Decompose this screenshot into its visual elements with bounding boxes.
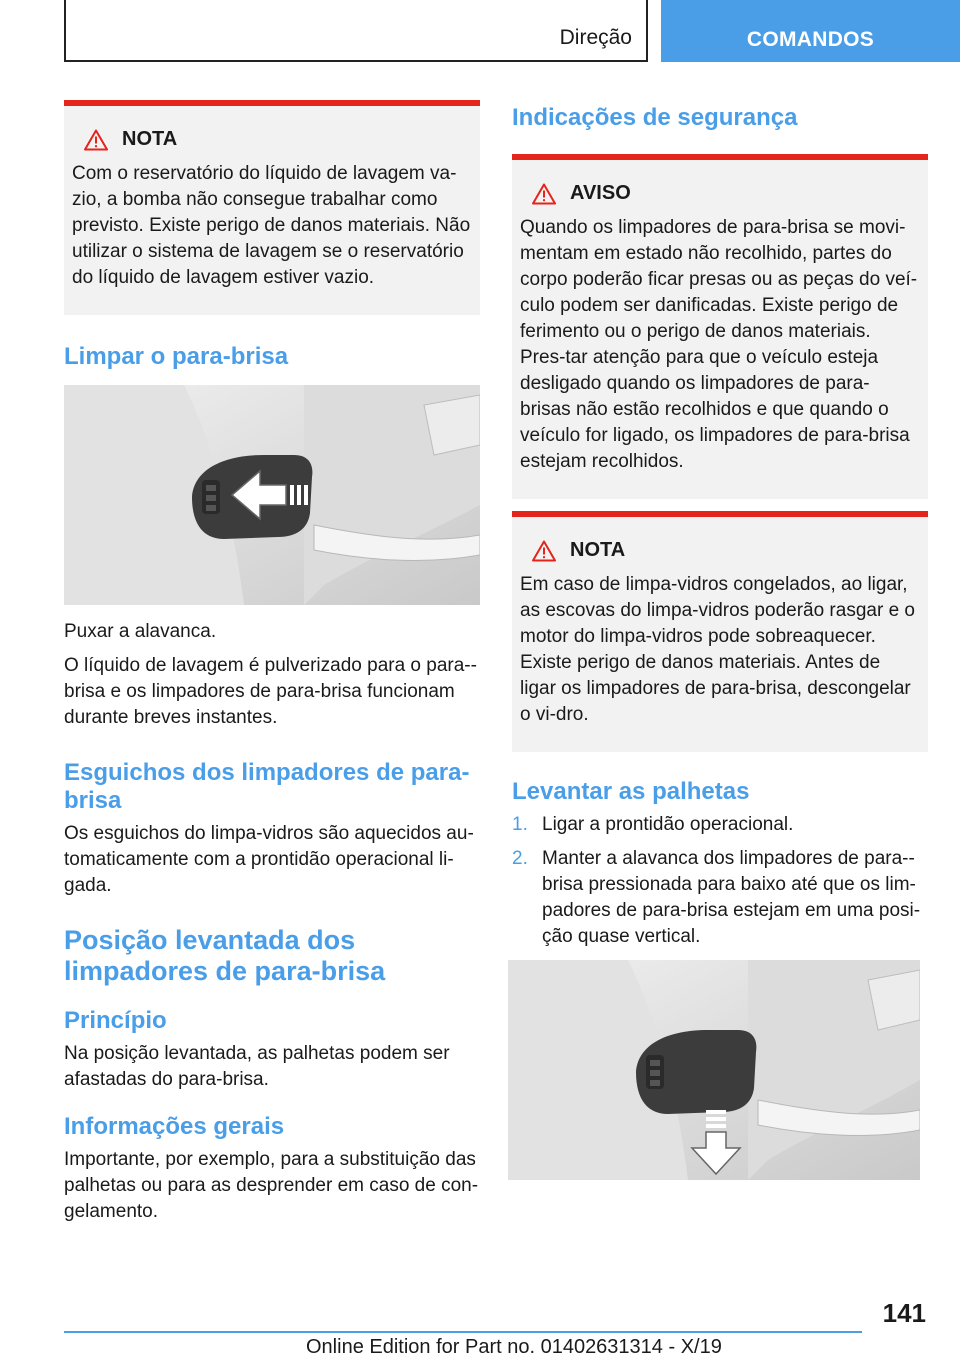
figure-lever-pull — [64, 385, 480, 605]
step-text: Ligar a prontidão operacional. — [542, 814, 794, 835]
heading-raised-position: Posição levantada dos limpadores de para-brisa — [64, 925, 386, 986]
heading-safety: Indicações de segurança — [512, 104, 798, 131]
note-box-title — [84, 128, 472, 151]
heading-clean-windshield: Limpar o para-brisa — [64, 343, 289, 370]
heading-washer-nozzles: Esguichos dos limpadores de para-brisa — [64, 759, 470, 814]
step-text: Manter a alavanca dos limpadores de para--brisa pressionada para baixo até que os lim-padores de para-brisa estejam em uma posi-ção quase vertical. — [542, 848, 921, 947]
note-title-text: NOTA — [570, 539, 626, 561]
left-column — [64, 100, 480, 1225]
paragraph-pull-lever: Puxar a alavanca. — [64, 621, 217, 642]
warning-triangle-icon — [532, 183, 556, 205]
right-column — [512, 100, 928, 1180]
paragraph-general-info: Importante, por exemplo, para a substituição das palhetas ou para as desprender em caso de con-gelamento. — [64, 1149, 479, 1222]
warning-triangle-icon — [532, 540, 556, 562]
warning-triangle-icon — [84, 129, 108, 151]
list-item — [512, 846, 928, 950]
note-box-reservoir — [64, 100, 480, 315]
warning-box — [512, 154, 928, 499]
steps-list — [512, 812, 928, 950]
note-title-text: NOTA — [122, 128, 178, 150]
header-section-tab — [64, 0, 648, 62]
paragraph-washer-nozzles: Os esguichos do limpa-vidros são aquecidos au-tomaticamente com a prontidão operacional li-gada. — [64, 823, 474, 896]
paragraph-principle: Na posição levantada, as palhetas podem ser afastadas do para-brisa. — [64, 1043, 450, 1090]
heading-general-info: Informações gerais — [64, 1113, 285, 1140]
header-chapter-title: COMANDOS — [746, 28, 875, 51]
header-section-title: Direção — [559, 26, 632, 49]
step-number: 1. — [512, 814, 528, 835]
footer-divider — [64, 1331, 862, 1333]
note-text: Com o reservatório do líquido de lavagem va-zio, a bomba não consegue trabalhar como previsto. Existe perigo de danos materiais. Não utilizar o sistema de lavagem se o reservatório do líquido de lavagem estiver vazio. — [72, 163, 471, 288]
note-text: Em caso de limpa-vidros congelados, ao ligar, as escovas do limpa-vidros poderão rasgar e o motor do limpa-vidros pode sobreaquecer. Existe perigo de danos materiais. Antes de ligar os limpadores de para-brisa, descongelar o vi-dro. — [520, 574, 915, 725]
lever-pull-illustration — [64, 385, 480, 605]
warning-box-title — [532, 182, 920, 205]
header-chapter-tab — [661, 0, 960, 62]
heading-principle: Princípio — [64, 1007, 167, 1034]
paragraph-washer-fluid: O líquido de lavagem é pulverizado para o para--brisa e os limpadores de para-brisa funcionam durante breves instantes. — [64, 655, 477, 728]
note-box-frozen — [512, 511, 928, 752]
page-number: 141 — [882, 1298, 926, 1328]
heading-lift-blades: Levantar as palhetas — [512, 778, 750, 805]
note-box-title — [532, 539, 920, 562]
warning-title-text: AVISO — [570, 182, 631, 204]
list-item — [512, 812, 928, 838]
figure-lever-push-down — [508, 960, 920, 1180]
footer-edition: Online Edition for Part no. 01402631314 - X/19 — [306, 1336, 722, 1358]
step-number: 2. — [512, 848, 528, 869]
lever-push-illustration — [508, 960, 920, 1180]
warning-text: Quando os limpadores de para-brisa se movi-mentam em estado não recolhido, partes do corpo poderão ficar presas ou as peças do veí-culo podem ser danificadas. Existe perigo de ferimento ou o perigo de danos materiais. Pres-tar atenção para que o veículo esteja desligado quando os limpadores de para-brisas não estão recolhidos e que quando o veículo for ligado, os limpadores de para-brisa estejam recolhidos. — [520, 217, 918, 472]
